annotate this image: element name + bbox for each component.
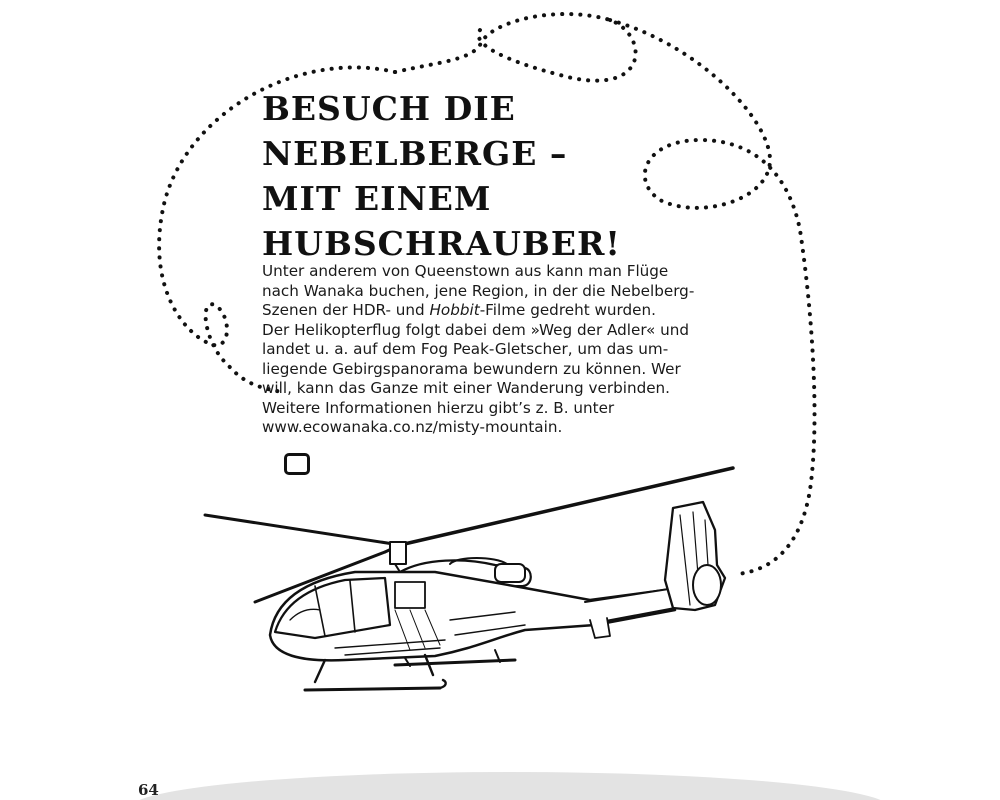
body-line: Weitere Informationen hierzu gibt’s z. B. unter bbox=[262, 398, 615, 417]
title-line: BESUCH DIE bbox=[262, 89, 516, 128]
title-line: MIT EINEM bbox=[262, 179, 492, 218]
body-line: will, kann das Ganze mit einer Wanderung verbinden. bbox=[262, 379, 671, 397]
body-text: -Filme gedreht wurden. bbox=[479, 301, 656, 319]
body-line: nach Wanaka buchen, jene Region, in der die Nebelberg- bbox=[262, 281, 695, 300]
body-line: Der Helikopterflug folgt dabei dem »Weg der Adler« und bbox=[262, 320, 690, 339]
website-link[interactable]: www.ecowanaka.co.nz/misty-mountain. bbox=[262, 418, 563, 436]
helicopter-illustration bbox=[195, 460, 745, 710]
body-line: landet u. a. auf dem Fog Peak-Gletscher, um das um- bbox=[262, 340, 669, 358]
body-text: Szenen der HDR- und bbox=[262, 301, 430, 319]
film-title: Hobbit bbox=[429, 301, 480, 319]
body-line: liegende Gebirgspanorama bewundern zu können. Wer bbox=[262, 359, 681, 378]
title-line: HUBSCHRAUBER! bbox=[262, 224, 621, 263]
body-line: Unter anderem von Queenstown aus kann man Flüge bbox=[262, 262, 669, 280]
page-number: 64 bbox=[138, 781, 159, 799]
title-line: NEBELBERGE – bbox=[262, 134, 568, 173]
body-line bbox=[262, 301, 802, 321]
article-title bbox=[262, 86, 682, 266]
article-body bbox=[262, 262, 802, 438]
